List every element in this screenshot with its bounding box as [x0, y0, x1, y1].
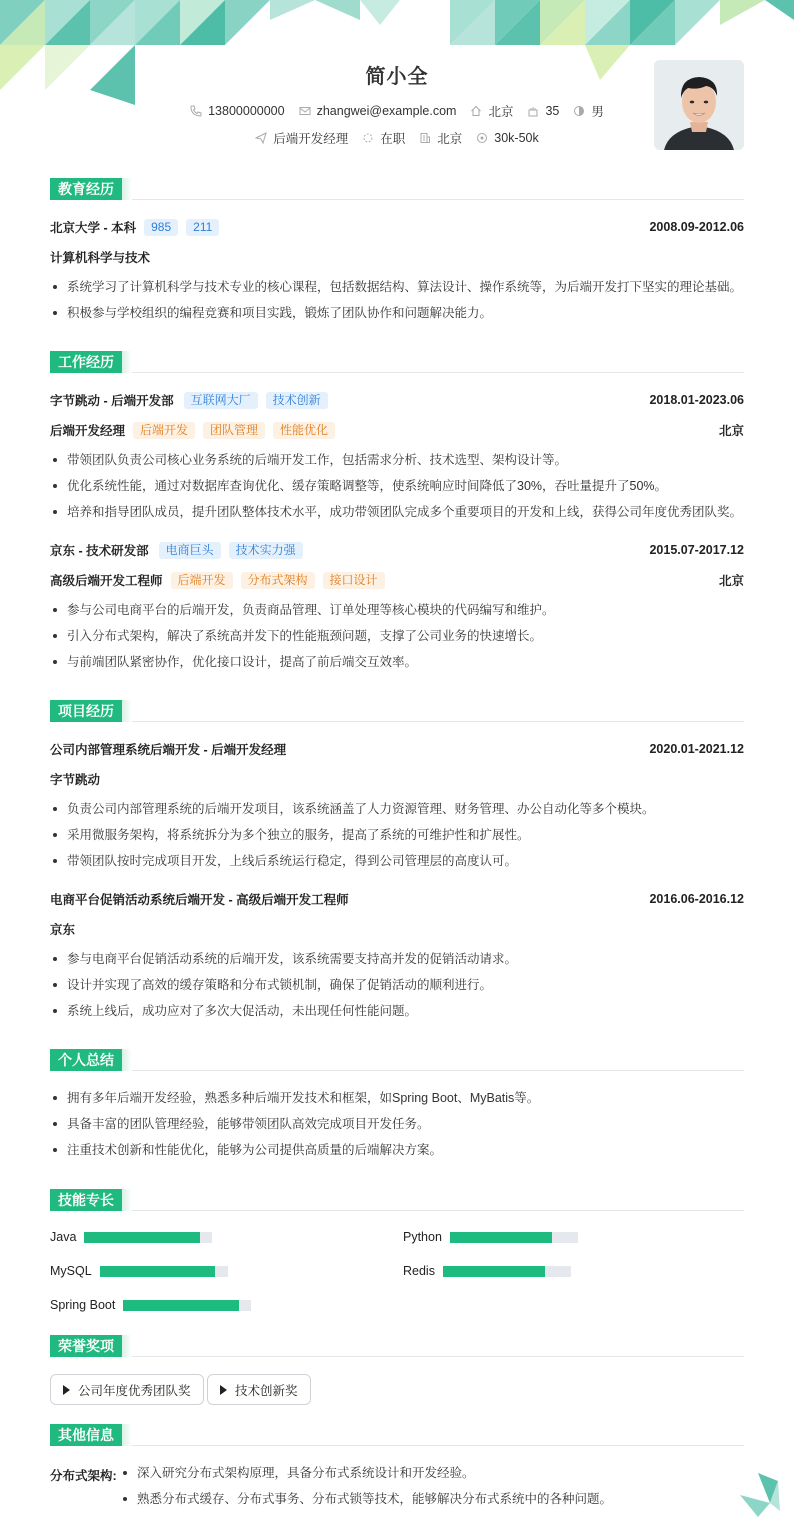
phone-text: 13800000000 — [208, 104, 285, 118]
section-work-label: 工作经历 — [50, 351, 122, 373]
salary-icon — [476, 132, 488, 144]
building-icon — [419, 132, 431, 144]
education-tag: 985 — [144, 219, 178, 236]
work-date: 2015.07-2017.12 — [649, 543, 744, 557]
company-tag: 技术创新 — [266, 392, 328, 409]
work-company: 字节跳动 - 后端开发部 — [50, 394, 174, 408]
skill-bar — [443, 1266, 571, 1277]
section-education — [50, 178, 744, 200]
section-tail — [122, 700, 132, 722]
skill-name: Redis — [403, 1264, 435, 1278]
project-title-row — [50, 890, 744, 908]
company-tag: 技术实力强 — [229, 542, 303, 559]
skill-item — [403, 1229, 578, 1245]
avatar-portrait — [654, 60, 744, 150]
skill-bar — [84, 1232, 212, 1243]
skill-bar — [123, 1300, 251, 1311]
work-role-row — [50, 421, 744, 439]
section-tail — [122, 1335, 132, 1357]
corner-decoration — [740, 1473, 780, 1517]
education-bullet: 积极参与学校组织的编程竞赛和项目实践，锻炼了团队协作和问题解决能力。 — [50, 304, 744, 322]
section-projects-label: 项目经历 — [50, 700, 122, 722]
gender-item — [573, 102, 604, 120]
resume-header — [0, 0, 794, 170]
avatar — [654, 60, 744, 150]
location-text: 北京 — [488, 105, 514, 119]
section-skills-label: 技能专长 — [50, 1189, 122, 1211]
skill-item — [50, 1263, 228, 1279]
phone-icon — [190, 105, 202, 117]
work-role-row — [50, 571, 744, 589]
summary-bullet: 拥有多年后端开发经验，熟悉多种后端开发技术和框架，如Spring Boot、MyBatis等。 — [50, 1089, 744, 1107]
education-major: 计算机科学与技术 — [50, 251, 151, 265]
gender-text: 男 — [591, 105, 604, 119]
skill-bar-fill — [100, 1266, 215, 1277]
location-item — [470, 102, 513, 120]
skill-name: Python — [403, 1230, 442, 1244]
send-icon — [255, 132, 267, 144]
work-company: 京东 - 技术研发部 — [50, 544, 149, 558]
salary-item — [476, 129, 538, 147]
section-other — [50, 1424, 744, 1446]
project-title: 公司内部管理系统后端开发 - 后端开发经理 — [50, 743, 287, 757]
section-work — [50, 351, 744, 373]
skill-bar-fill — [123, 1300, 238, 1311]
job-title-item — [255, 129, 348, 147]
work-city: 北京 — [718, 424, 744, 438]
status-text: 在职 — [380, 132, 406, 146]
education-tag: 211 — [186, 219, 219, 236]
work-role: 后端开发经理 — [50, 424, 126, 438]
role-tag: 性能优化 — [273, 422, 335, 439]
project-bullet: 设计并实现了高效的缓存策略和分布式锁机制，确保了促销活动的顺利进行。 — [50, 976, 744, 994]
other-bullet: 熟悉分布式缓存、分布式事务、分布式锁等技术，能够解决分布式系统中的各种问题。 — [120, 1490, 740, 1508]
work-role: 高级后端开发工程师 — [50, 574, 163, 588]
work-company-row — [50, 541, 744, 559]
role-tag: 后端开发 — [171, 572, 233, 589]
skill-bar — [100, 1266, 228, 1277]
work-bullet: 优化系统性能，通过对数据库查询优化、缓存策略调整等，使系统响应时间降低了30%，吞吐量提升了50%。 — [50, 477, 744, 495]
education-school: 北京大学 - 本科 — [50, 221, 137, 235]
project-company: 京东 — [50, 923, 76, 937]
project-bullet: 采用微服务架构，将系统拆分为多个独立的服务，提高了系统的可维护性和扩展性。 — [50, 826, 744, 844]
skill-bar — [450, 1232, 578, 1243]
section-projects — [50, 700, 744, 722]
project-company-row — [50, 770, 744, 788]
other-label: 分布式架构: — [50, 1469, 117, 1483]
skill-item — [50, 1297, 251, 1313]
other-bullet: 深入研究分布式架构原理，具备分布式系统设计和开发经验。 — [120, 1464, 740, 1482]
education-bullet: 系统学习了计算机科学与技术专业的核心课程，包括数据结构、算法设计、操作系统等，为后端开发打下坚实的理论基础。 — [50, 278, 744, 296]
project-date: 2016.06-2016.12 — [649, 892, 744, 906]
project-title: 电商平台促销活动系统后端开发 - 高级后端开发工程师 — [50, 893, 349, 907]
role-tag: 接口设计 — [323, 572, 385, 589]
role-tag: 后端开发 — [133, 422, 195, 439]
summary-bullet: 注重技术创新和性能优化，能够为公司提供高质量的后端解决方案。 — [50, 1141, 744, 1159]
email-icon — [299, 105, 311, 117]
section-education-label: 教育经历 — [50, 178, 122, 200]
project-bullet: 系统上线后，成功应对了多次大促活动，未出现任何性能问题。 — [50, 1002, 744, 1020]
skill-name: Spring Boot — [50, 1298, 116, 1312]
award-label: 公司年度优秀团队奖 — [78, 1383, 191, 1398]
home-icon — [470, 105, 482, 117]
section-summary — [50, 1049, 744, 1071]
play-icon — [63, 1385, 70, 1395]
company-tag: 互联网大厂 — [184, 392, 258, 409]
education-date: 2008.09-2012.06 — [649, 220, 744, 234]
email-text: zhangwei@example.com — [316, 104, 457, 118]
summary-bullet: 具备丰富的团队管理经验，能够带领团队高效完成项目开发任务。 — [50, 1115, 744, 1133]
email-item — [299, 102, 457, 120]
project-bullet: 参与电商平台促销活动系统的后端开发，该系统需要支持高并发的促销活动请求。 — [50, 950, 744, 968]
skill-bar-fill — [443, 1266, 545, 1277]
skill-bar-fill — [450, 1232, 552, 1243]
company-tag: 电商巨头 — [159, 542, 221, 559]
skill-name: Java — [50, 1230, 77, 1244]
project-date: 2020.01-2021.12 — [649, 742, 744, 756]
candidate-name: 简小全 — [365, 66, 429, 88]
project-bullet: 负责公司内部管理系统的后端开发项目，该系统涵盖了人力资源管理、财务管理、办公自动化等多个模块。 — [50, 800, 744, 818]
section-tail — [122, 351, 132, 373]
section-tail — [122, 1049, 132, 1071]
project-company: 字节跳动 — [50, 773, 101, 787]
section-other-label: 其他信息 — [50, 1424, 122, 1446]
status-item — [362, 129, 405, 147]
age-text: 35 — [545, 104, 560, 118]
award-label: 技术创新奖 — [235, 1383, 298, 1398]
education-major-row — [50, 248, 744, 266]
city-item — [419, 129, 462, 147]
age-icon — [527, 105, 539, 117]
award-button[interactable] — [207, 1374, 311, 1405]
project-bullet: 带领团队按时完成项目开发，上线后系统运行稳定，得到公司管理层的高度认可。 — [50, 852, 744, 870]
work-bullet: 与前端团队紧密协作，优化接口设计，提高了前后端交互效率。 — [50, 653, 744, 671]
role-tag: 团队管理 — [203, 422, 265, 439]
skill-name: MySQL — [50, 1264, 92, 1278]
section-awards — [50, 1335, 744, 1357]
gender-icon — [573, 105, 585, 117]
work-bullet: 带领团队负责公司核心业务系统的后端开发工作，包括需求分析、技术选型、架构设计等。 — [50, 451, 744, 469]
work-city: 北京 — [718, 574, 744, 588]
phone-item — [190, 102, 284, 120]
award-button[interactable] — [50, 1374, 204, 1405]
work-date: 2018.01-2023.06 — [649, 393, 744, 407]
project-title-row — [50, 740, 744, 758]
section-awards-label: 荣誉奖项 — [50, 1335, 122, 1357]
project-company-row — [50, 920, 744, 938]
section-skills — [50, 1189, 744, 1211]
status-icon — [362, 132, 374, 144]
education-header-row — [50, 218, 744, 236]
salary-text: 30k-50k — [494, 131, 539, 145]
work-bullet: 培养和指导团队成员，提升团队整体技术水平，成功带领团队完成多个重要项目的开发和上线，获得公司年度优秀团队奖。 — [50, 503, 744, 521]
skill-bar-fill — [84, 1232, 199, 1243]
work-bullet: 引入分布式架构，解决了系统高并发下的性能瓶颈问题，支撑了公司业务的快速增长。 — [50, 627, 744, 645]
section-tail — [122, 178, 132, 200]
section-tail — [122, 1424, 132, 1446]
section-tail — [122, 1189, 132, 1211]
skill-item — [403, 1263, 571, 1279]
role-tag: 分布式架构 — [241, 572, 315, 589]
job-title-text: 后端开发经理 — [273, 132, 349, 146]
skill-item — [50, 1229, 212, 1245]
work-company-row — [50, 391, 744, 409]
age-item — [527, 102, 559, 120]
section-summary-label: 个人总结 — [50, 1049, 122, 1071]
play-icon — [220, 1385, 227, 1395]
work-bullet: 参与公司电商平台的后端开发，负责商品管理、订单处理等核心模块的代码编写和维护。 — [50, 601, 744, 619]
city-text: 北京 — [437, 132, 463, 146]
